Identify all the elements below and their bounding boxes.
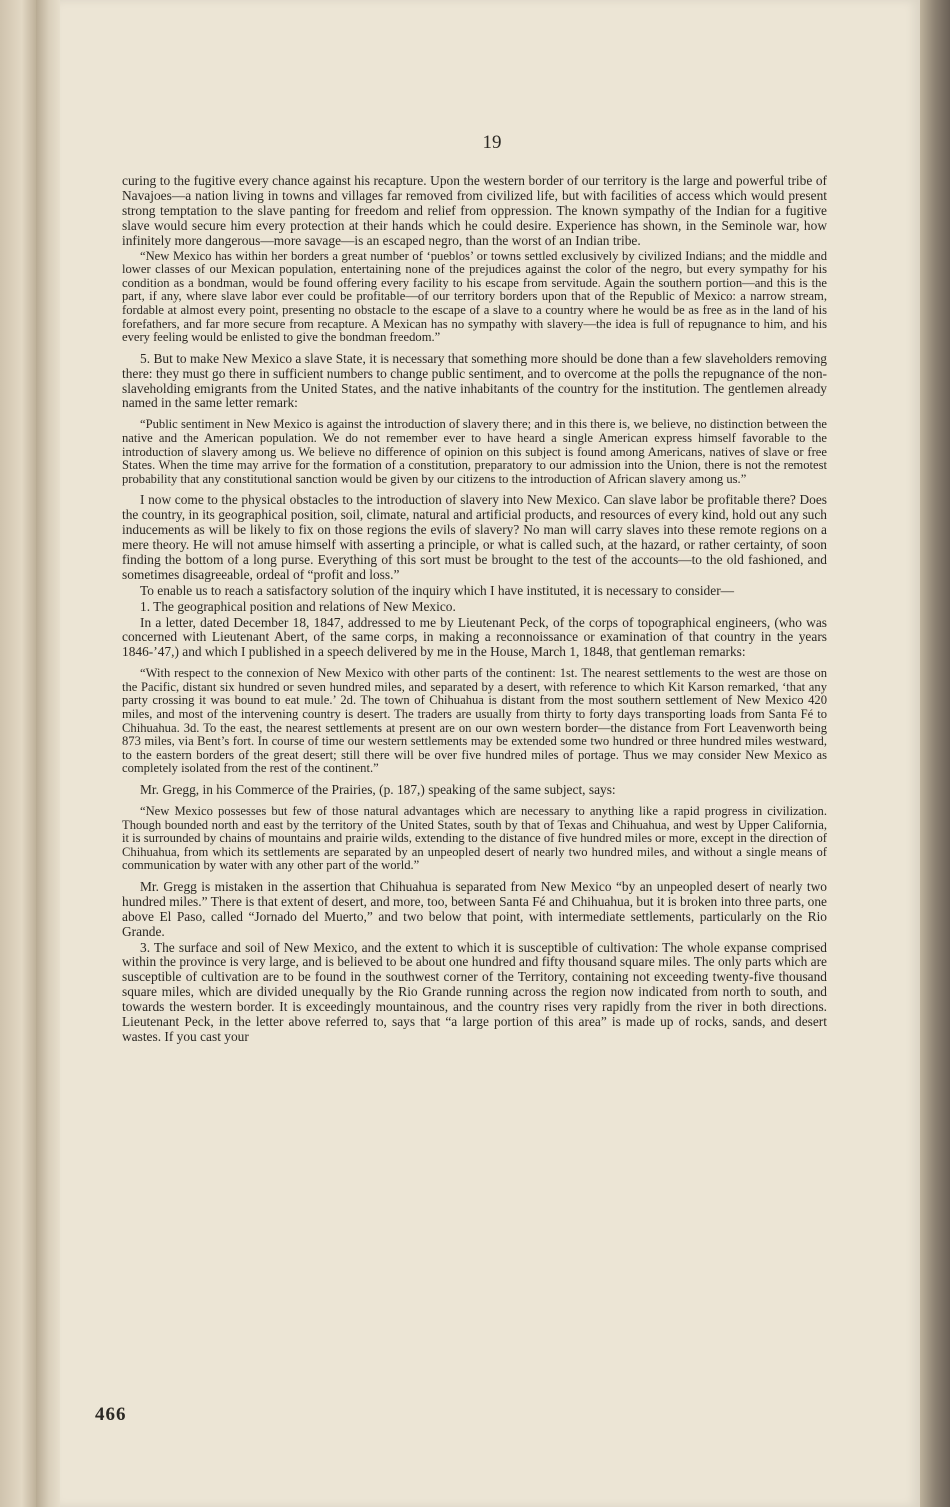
paragraph: I now come to the physical obstacles to the introduction of slavery into New Mexico. Can slave labor be profitable there? Does the country, in its geographical position, soil, climate, natural and artificial products, and resources of every kind, hold out any such inducements as will be likely to fix on those regions the evils of slavery? No man will carry slaves into these remote regions on a mere theory. He will not amuse himself with asserting a principle, or what is called such, at the hazard, or rather certainty, of soon finding the bottom of a long purse. Everything of this sort must be brought to the test of the accounts—to the old fashioned, and sometimes disagreeable, ordeal of “profit and loss.”	[122, 492, 827, 582]
page-number: 19	[482, 132, 502, 153]
quote-paragraph: “New Mexico possesses but few of those natural advantages which are necessary to anything like a rapid progress in civilization. Though bounded north and east by the territory of the United States, south by that of Texas and Chihuahua, and west by Upper California, it is surrounded by chains of mountains and prairie wilds, extending to the distance of five hundred miles or more, except in the direction of Chihuahua, from which its settlements are separated by an unpeopled desert of nearly two hundred miles, and without a single means of communication by water with any other part of the world.”	[122, 803, 827, 873]
paragraph: 1. The geographical position and relations of New Mexico.	[140, 598, 456, 614]
footer-page-number: 466	[95, 1404, 127, 1425]
paragraph: 5. But to make New Mexico a slave State, it is necessary that something more should be done than a few slaveholders removing there: they must go there in sufficient numbers to change public sentiment, and to overcome at the polls the repugnance of the non-slaveholding emigrants from the United States, and the native inhabitants of the country for the institution. The gentlemen already named in the same letter remark:	[122, 350, 827, 411]
paragraph: Mr. Gregg, in his Commerce of the Prairies, (p. 187,) speaking of the same subject, says:	[140, 782, 616, 797]
paragraph: curing to the fugitive every chance against his recapture. Upon the western border of our territory is the large and powerful tribe of Navajoes—a nation living in towns and villages far removed from civilized life, but with facilities of access which would present strong temptation to the slave panting for freedom and relief from oppression. The known sympathy of the Indian for a fugitive slave would secure him every protection at their hands which he could desire. Experience has shown, in the Seminole war, how infinitely more dangerous—more savage—is an escaped negro, than the worst of an Indian tribe.	[122, 173, 827, 248]
body-text	[122, 174, 827, 1046]
page	[60, 0, 920, 1507]
paragraph: 3. The surface and soil of New Mexico, and the extent to which it is susceptible of cultivation: The whole expanse comprised within the province is very large, and is believed to be about one hundred and fifty thousand square miles. The only parts which are susceptible of cultivation are to be found in the southwest corner of the Territory, containing not exceeding twenty-five thousand square miles, which are divided unequally by the Rio Grande running across the region now indicated from north to south, and towards the western border. It is exceedingly mountainous, and the country rises very rapidly from the river in both directions. Lieutenant Peck, in the letter above referred to, says that “a large portion of this area” is made up of rocks, sands, and desert wastes. If you cast your	[122, 939, 827, 1044]
paragraph: In a letter, dated December 18, 1847, addressed to me by Lieutenant Peck, of the corps of topographical engineers, (who was concerned with Lieutenant Abert, of the same corps, in making a reconnoissance or examination of that country in the years 1846-’47,) and which I published in a speech delivered by me in the House, March 1, 1848, that gentleman remarks:	[122, 614, 827, 660]
paragraph: Mr. Gregg is mistaken in the assertion that Chihuahua is separated from New Mexico “by an unpeopled desert of nearly two hundred miles.” There is that extent of desert, and more, too, between Santa Fé and Chihuahua, but it is broken into three parts, one above El Paso, called “Jornado del Muerto,” and two below that point, with intermediate settlements, particularly on the Rio Grande.	[122, 878, 827, 939]
quote-paragraph: “Public sentiment in New Mexico is against the introduction of slavery there; and in this there is, we believe, no distinction between the native and the American population. We do not remember ever to have heard a single American express himself favorable to the introduction of slavery among us. We believe no difference of opinion on this subject is found among Americans, natives of slave or free States. When the time may arrive for the formation of a constitution, preparatory to our admission into the Union, there is not the remotest probability that any constitutional sanction would be given by our citizens to the introduction of African slavery among us.”	[122, 417, 827, 486]
quote-paragraph: “With respect to the connexion of New Mexico with other parts of the continent: 1st. The nearest settlements to the west are those on the Pacific, distant six hundred or seven hundred miles, and separated by a desert, with reference to which Kit Karson remarked, ‘that any party crossing it was bound to eat mule.’ 2d. The town of Chihuahua is distant from the most southern settlement of New Mexico 420 miles, and most of the intervening country is desert. The traders are usually from thirty to forty days transporting loads from Santa Fé to Chihuahua. 3d. To the east, the nearest settlements at present are on our own western border—the distance from Fort Leavenworth being 873 miles, via Bent’s fort. In course of time our western settlements may be extended some two hundred or three hundred miles westward, to the eastern borders of the great desert; still there will be over five hundred miles of portage. Thus we may consider New Mexico as completely isolated from the rest of the continent.”	[122, 666, 827, 776]
facing-page-edge	[0, 0, 36, 1507]
paragraph: To enable us to reach a satisfactory solution of the inquiry which I have instituted, it is necessary to consider—	[140, 582, 735, 598]
page-edge-shadow	[920, 0, 950, 1507]
quote-paragraph: “New Mexico has within her borders a great number of ‘pueblos’ or towns settled exclusively by civilized Indians; and the middle and lower classes of our Mexican population, entertaining none of the prejudices against the color of the negro, but every sympathy for his condition as a bondman, would be found offering every facility to his escape from servitude. Again the southern portion—and this is the part, if any, where slave labor ever could be profitable—of our territory borders upon that of the Republic of Mexico: a narrow stream, fordable at almost every point, presenting no obstacle to the escape of a slave to a country where he would be as free as in the land of his forefathers, and far more secure from recapture. A Mexican has no sympathy with slavery—the idea is full of repugnance to him, and his every feeling would be enlisted to give the bondman freedom.”	[122, 248, 827, 345]
binding-gutter	[36, 0, 62, 1507]
